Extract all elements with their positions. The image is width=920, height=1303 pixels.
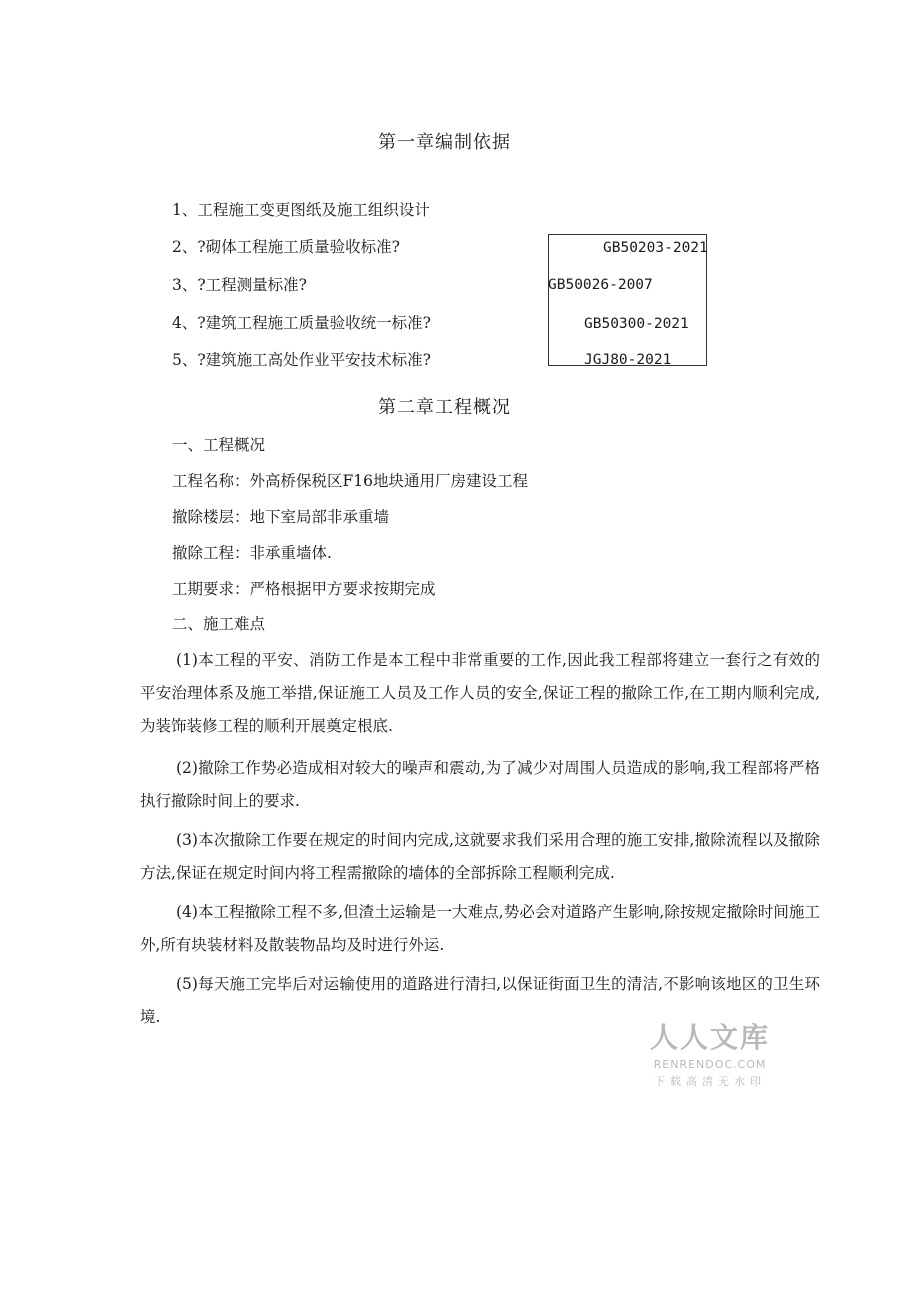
watermark-logo: 人人文库 <box>649 1021 770 1054</box>
difficulty-paragraph-2: (2)撤除工作势必造成相对较大的噪声和震动,为了减少对周围人员造成的影响,我工程部将严格执行撤除时间上的要求. <box>140 759 820 810</box>
standard-code-3: GB50300-2021 <box>584 316 689 332</box>
section2-heading: 二、施工难点 <box>172 615 266 633</box>
difficulty-paragraph-4: (4)本工程撤除工程不多,但渣土运输是一大难点,势必会对道路产生影响,除按规定撤除时间施工外,所有块装材料及散装物品均及时进行外运. <box>140 903 820 954</box>
difficulty-paragraph-1: (1)本工程的平安、消防工作是本工程中非常重要的工作,因此我工程部将建立一套行之有效的平安治理体系及施工举措,保证施工人员及工作人员的安全,保证工程的撤除工作,在工期内顺利完成,为装饰装修工程的顺利开展奠定根底. <box>140 651 820 735</box>
section1-heading: 一、工程概况 <box>172 436 266 454</box>
basis-item-4: 4、?建筑工程施工质量验收统一标准? <box>172 314 431 332</box>
standard-code-2: GB50026-2007 <box>548 277 653 293</box>
basis-item-5: 5、?建筑施工高处作业平安技术标准? <box>172 351 431 369</box>
standard-code-4: JGJ80-2021 <box>584 352 672 368</box>
schedule-requirement: 工期要求：严格根据甲方要求按期完成 <box>172 580 436 598</box>
difficulty-paragraph-5: (5)每天施工完毕后对运输使用的道路进行清扫,以保证街面卫生的清洁,不影响该地区的卫生环境. <box>140 975 820 1026</box>
standard-code-1: GB50203-2021 <box>603 240 708 256</box>
chapter1-title: 第一章编制依据 <box>378 132 511 153</box>
chapter2-title: 第二章工程概况 <box>378 397 511 418</box>
project-name: 工程名称：外高桥保税区F16地块通用厂房建设工程 <box>172 472 528 490</box>
watermark <box>645 1016 775 1089</box>
basis-item-1: 1、工程施工变更图纸及施工组织设计 <box>172 201 430 219</box>
basis-item-3: 3、?工程测量标准? <box>172 276 307 294</box>
basis-item-2: 2、?砌体工程施工质量验收标准? <box>172 238 400 256</box>
watermark-domain: RENRENDOC.COM <box>653 1058 767 1071</box>
demolish-work: 撤除工程：非承重墙体. <box>172 544 332 562</box>
demolish-floor: 撤除楼层：地下室局部非承重墙 <box>172 508 390 526</box>
watermark-tagline: 下载高清无水印 <box>654 1075 766 1088</box>
difficulty-paragraph-3: (3)本次撤除工作要在规定的时间内完成,这就要求我们采用合理的施工安排,撤除流程以及撤除方法,保证在规定时间内将工程需撤除的墙体的全部拆除工程顺利完成. <box>140 831 820 882</box>
